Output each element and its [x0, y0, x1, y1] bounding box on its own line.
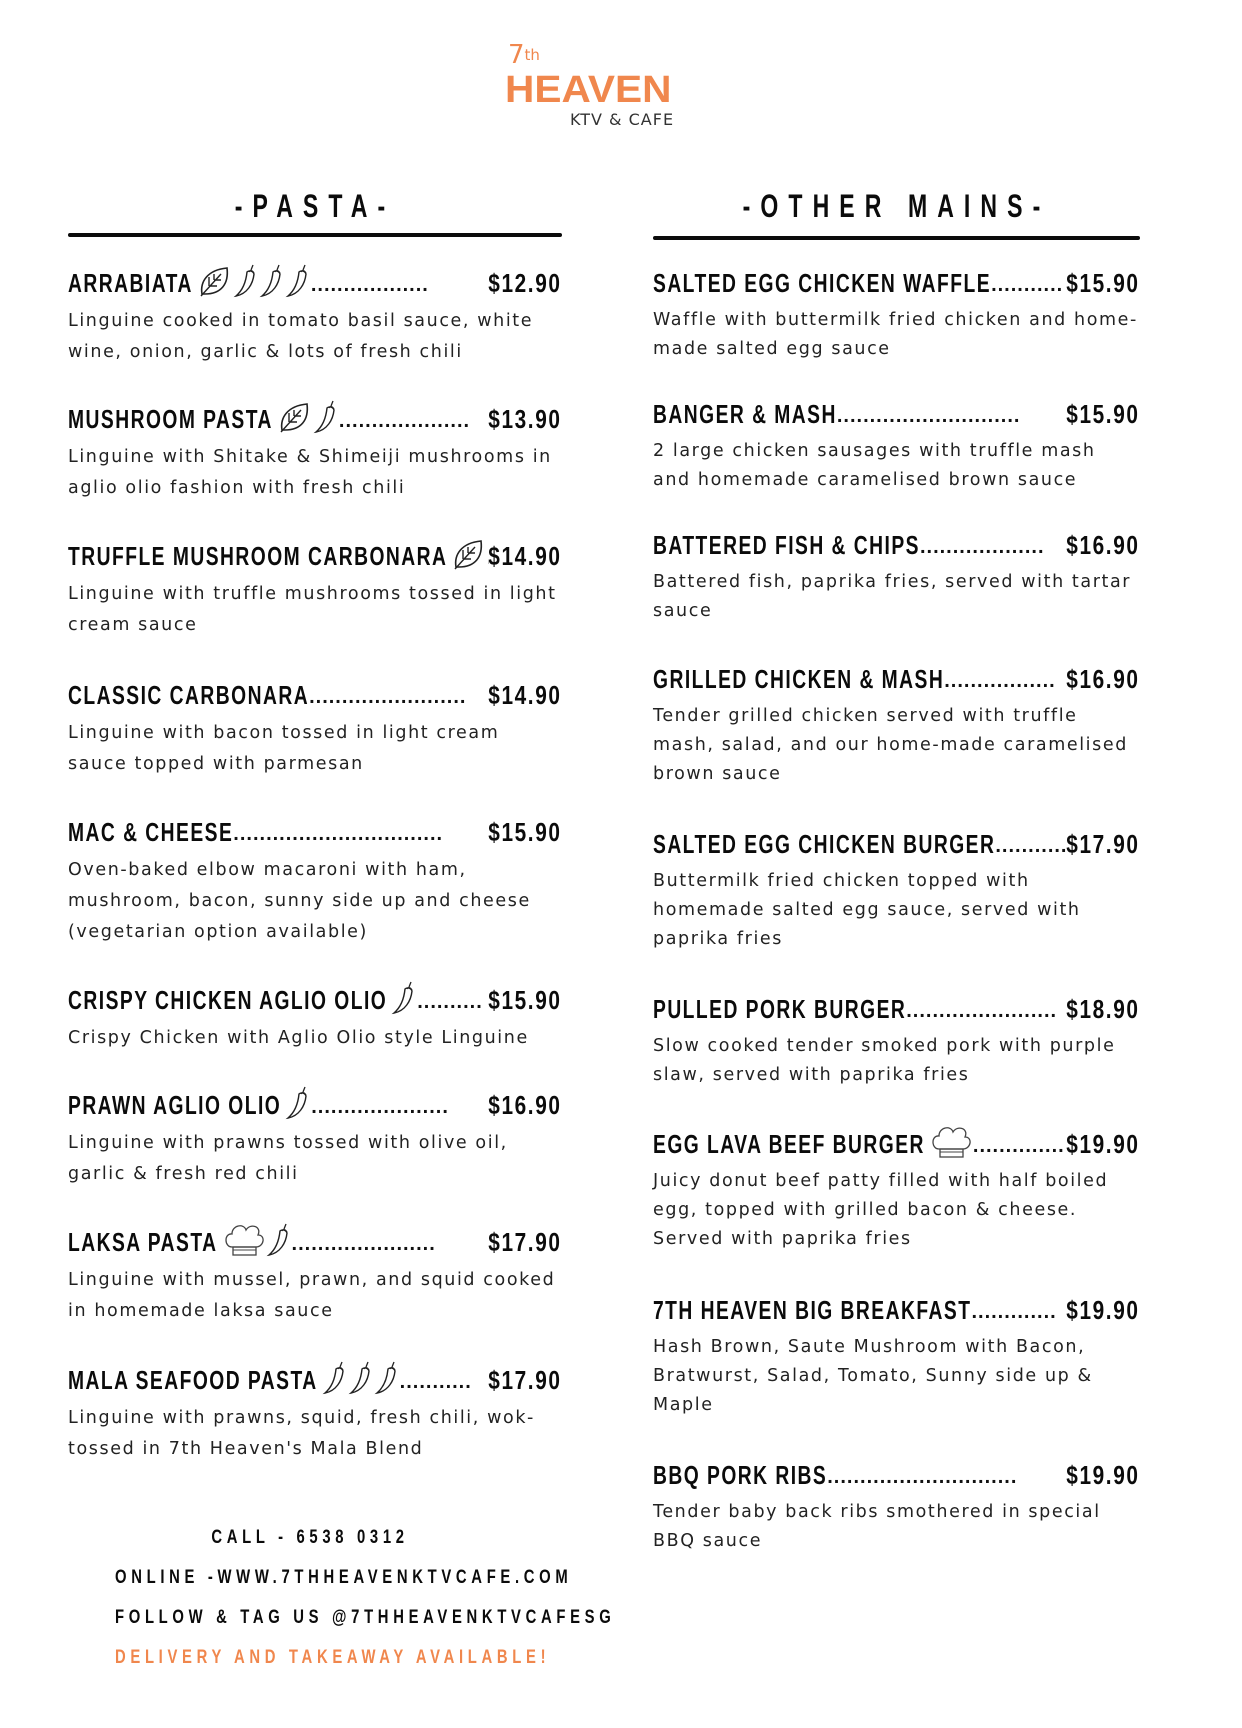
menu-item-description: Battered fish, paprika fries, served with tartar sauce	[653, 572, 1132, 621]
menu-item-name: PRAWN AGLIO OLIO	[68, 1090, 282, 1120]
menu-item	[68, 985, 562, 1054]
chili-icon	[266, 1223, 292, 1257]
menu-item-title	[68, 680, 562, 710]
menu-item-price: $13.90	[488, 404, 562, 434]
leaf-icon	[451, 537, 487, 571]
menu-item-title	[653, 1129, 1140, 1159]
chili-icon	[374, 1361, 400, 1395]
menu-item-title	[68, 985, 562, 1015]
menu-item-name: BATTERED FISH & CHIPS	[653, 530, 920, 560]
leader-dots: .................	[944, 670, 1056, 692]
menu-item-name: CLASSIC CARBONARA	[68, 680, 310, 710]
footer-online: ONLINE -WWW.7THHEAVENKTVCAFE.COM	[115, 1567, 573, 1588]
menu-item	[68, 404, 562, 504]
section-title-pasta: -PASTA-	[234, 188, 396, 224]
leader-dots: ...........	[995, 835, 1068, 857]
menu-item-description: Crispy Chicken with Aglio Olio style Linguine	[68, 1028, 529, 1048]
footer-contact	[60, 1518, 616, 1678]
menu-item-name: BBQ PORK RIBS	[653, 1460, 828, 1490]
menu-item-price: $15.90	[1066, 399, 1140, 429]
menu-item-price: $17.90	[488, 1227, 562, 1257]
leader-dots: .............	[971, 1301, 1057, 1323]
logo-heaven: HEAVEN	[505, 69, 672, 111]
chili-icon	[233, 264, 259, 298]
menu-item	[68, 1365, 562, 1465]
leader-dots: ..............	[972, 1135, 1065, 1157]
menu-item-description: Linguine cooked in tomato basil sauce, white wine, onion, garlic & lots of fresh chili	[68, 311, 534, 362]
leader-dots: .......................	[906, 1000, 1058, 1022]
menu-item-title	[68, 268, 562, 298]
menu-item-name: EGG LAVA BEEF BURGER	[653, 1129, 925, 1159]
menu-item	[68, 680, 562, 780]
menu-item-title	[68, 404, 562, 434]
chili-icon	[285, 1086, 311, 1120]
menu-item-price: $12.90	[488, 268, 562, 298]
leader-dots: ...................	[919, 536, 1045, 558]
menu-item-price: $14.90	[488, 680, 562, 710]
footer-follow: FOLLOW & TAG US @7THHEAVENKTVCAFESG	[115, 1607, 616, 1628]
menu-item-title	[653, 1460, 1140, 1490]
logo-seven: 7th	[508, 40, 540, 70]
menu-item-name: CRISPY CHICKEN AGLIO OLIO	[68, 985, 388, 1015]
chili-icon	[285, 264, 311, 298]
section-divider	[68, 233, 562, 237]
menu-item-price: $17.90	[488, 1365, 562, 1395]
menu-item-description: Oven-baked elbow macaroni with ham, mushroom, bacon, sunny side up and cheese (vegetarian option available)	[68, 860, 531, 942]
menu-item-description: Linguine with bacon tossed in light cream sauce topped with parmesan	[68, 723, 500, 774]
menu-item-description: Waffle with buttermilk fried chicken and home-made salted egg sauce	[653, 310, 1138, 359]
menu-item-title	[653, 530, 1140, 560]
menu-item-price: $19.90	[1066, 1460, 1140, 1490]
leader-dots: .....................	[311, 1096, 449, 1118]
leader-dots: ..................	[310, 274, 429, 296]
menu-item-name: SALTED EGG CHICKEN WAFFLE	[653, 268, 992, 298]
menu-item-price: $14.90	[488, 541, 562, 571]
dietary-icons	[451, 537, 487, 571]
dietary-icons	[197, 264, 311, 298]
menu-item	[68, 817, 562, 948]
leaf-icon	[197, 264, 233, 298]
menu-item-description: Linguine with truffle mushrooms tossed in light cream sauce	[68, 584, 557, 635]
menu-item	[653, 1460, 1140, 1556]
menu-item-title	[653, 664, 1140, 694]
leader-dots: ....................	[338, 410, 471, 432]
dietary-icons	[222, 1221, 292, 1257]
menu-item-title	[653, 994, 1140, 1024]
menu-item-title	[68, 1365, 562, 1395]
menu-item	[653, 994, 1140, 1090]
menu-item-title	[68, 541, 562, 571]
menu-item-title	[653, 829, 1140, 859]
menu-item-title	[653, 1295, 1140, 1325]
menu-item	[68, 268, 562, 368]
menu-item-title	[68, 1227, 562, 1257]
menu-item-name: BANGER & MASH	[653, 399, 837, 429]
menu-item-name: TRUFFLE MUSHROOM CARBONARA	[68, 541, 448, 571]
menu-item-price: $15.90	[488, 817, 562, 847]
chili-icon	[322, 1361, 348, 1395]
footer-delivery: DELIVERY AND TAKEAWAY AVAILABLE!	[115, 1647, 551, 1668]
menu-item-description: Tender baby back ribs smothered in special BBQ sauce	[653, 1502, 1101, 1551]
dietary-icons	[929, 1123, 973, 1159]
menu-item	[68, 1227, 562, 1327]
menu-item	[653, 268, 1140, 364]
chef-hat-icon	[222, 1221, 266, 1257]
menu-item-price: $19.90	[1066, 1295, 1140, 1325]
chef-hat-icon	[929, 1123, 973, 1159]
menu-item-name: ARRABIATA	[68, 268, 193, 298]
menu-item-name: 7TH HEAVEN BIG BREAKFAST	[653, 1295, 972, 1325]
menu-item-description: Linguine with prawns, squid, fresh chili, wok-tossed in 7th Heaven's Mala Blend	[68, 1408, 535, 1459]
menu-item-price: $17.90	[1066, 829, 1140, 859]
menu-item-price: $18.90	[1066, 994, 1140, 1024]
menu-item-name: LAKSA PASTA	[68, 1227, 218, 1257]
leader-dots: .............................	[827, 1466, 1018, 1488]
dietary-icons	[285, 1086, 311, 1120]
menu-item-price: $15.90	[488, 985, 562, 1015]
leader-dots: ......................	[291, 1233, 436, 1255]
logo	[505, 40, 705, 135]
footer-call: CALL - 6538 0312	[211, 1527, 409, 1548]
menu-item-description: Buttermilk fried chicken topped with homemade salted egg sauce, served with paprika fries	[653, 871, 1081, 949]
menu-item-price: $16.90	[1066, 530, 1140, 560]
chili-icon	[313, 400, 339, 434]
menu-item-name: GRILLED CHICKEN & MASH	[653, 664, 945, 694]
menu-item-title	[653, 268, 1140, 298]
menu-item-title	[68, 1090, 562, 1120]
menu-item-description: Linguine with mussel, prawn, and squid cooked in homemade laksa sauce	[68, 1270, 556, 1321]
menu-item-price: $15.90	[1066, 268, 1140, 298]
menu-item	[68, 1090, 562, 1190]
menu-item-description: Juicy donut beef patty filled with half boiled egg, topped with grilled bacon & cheese. Served with paprika fries	[653, 1171, 1109, 1249]
logo-subtitle: KTV & CAFE	[570, 110, 675, 129]
chili-icon	[391, 981, 417, 1015]
menu-item-description: Hash Brown, Saute Mushroom with Bacon, Bratwurst, Salad, Tomato, Sunny side up & Maple	[653, 1337, 1093, 1415]
menu-item-price: $16.90	[488, 1090, 562, 1120]
leader-dots: ........................	[309, 686, 467, 708]
menu-item-description: Tender grilled chicken served with truffle mash, salad, and our home-made caramelised brown sauce	[653, 706, 1128, 784]
menu-item-name: MALA SEAFOOD PASTA	[68, 1365, 318, 1395]
dietary-icons	[322, 1361, 400, 1395]
menu-item-description: 2 large chicken sausages with truffle mash and homemade caramelised brown sauce	[653, 441, 1096, 490]
menu-item-title	[68, 817, 562, 847]
menu-item-description: Linguine with prawns tossed with olive oil, garlic & fresh red chili	[68, 1133, 508, 1184]
leader-dots: ...........	[399, 1371, 472, 1393]
menu-item-name: MAC & CHEESE	[68, 817, 234, 847]
menu-item-title	[653, 399, 1140, 429]
menu-item-name: MUSHROOM PASTA	[68, 404, 273, 434]
menu-item	[653, 530, 1140, 626]
leader-dots: ................................	[233, 823, 444, 845]
menu-item	[653, 664, 1140, 789]
leaf-icon	[277, 400, 313, 434]
menu-item-name: PULLED PORK BURGER	[653, 994, 907, 1024]
menu-item-price: $16.90	[1066, 664, 1140, 694]
section-divider	[653, 236, 1140, 240]
chili-icon	[348, 1361, 374, 1395]
menu-item	[653, 1129, 1140, 1254]
menu-item	[653, 399, 1140, 495]
dietary-icons	[277, 400, 339, 434]
chili-icon	[259, 264, 285, 298]
menu-item-price: $19.90	[1066, 1129, 1140, 1159]
leader-dots: ............................	[836, 405, 1021, 427]
section-title-other-mains: -OTHER MAINS-	[742, 188, 1051, 224]
menu-item	[653, 829, 1140, 954]
leader-dots: ...........	[991, 274, 1064, 296]
dietary-icons	[391, 981, 417, 1015]
menu-item-name: SALTED EGG CHICKEN BURGER	[653, 829, 996, 859]
menu-item	[653, 1295, 1140, 1420]
menu-item	[68, 541, 562, 641]
menu-item-description: Slow cooked tender smoked pork with purple slaw, served with paprika fries	[653, 1036, 1116, 1085]
menu-item-description: Linguine with Shitake & Shimeiji mushrooms in aglio olio fashion with fresh chili	[68, 447, 552, 498]
leader-dots: ..........	[417, 991, 483, 1013]
